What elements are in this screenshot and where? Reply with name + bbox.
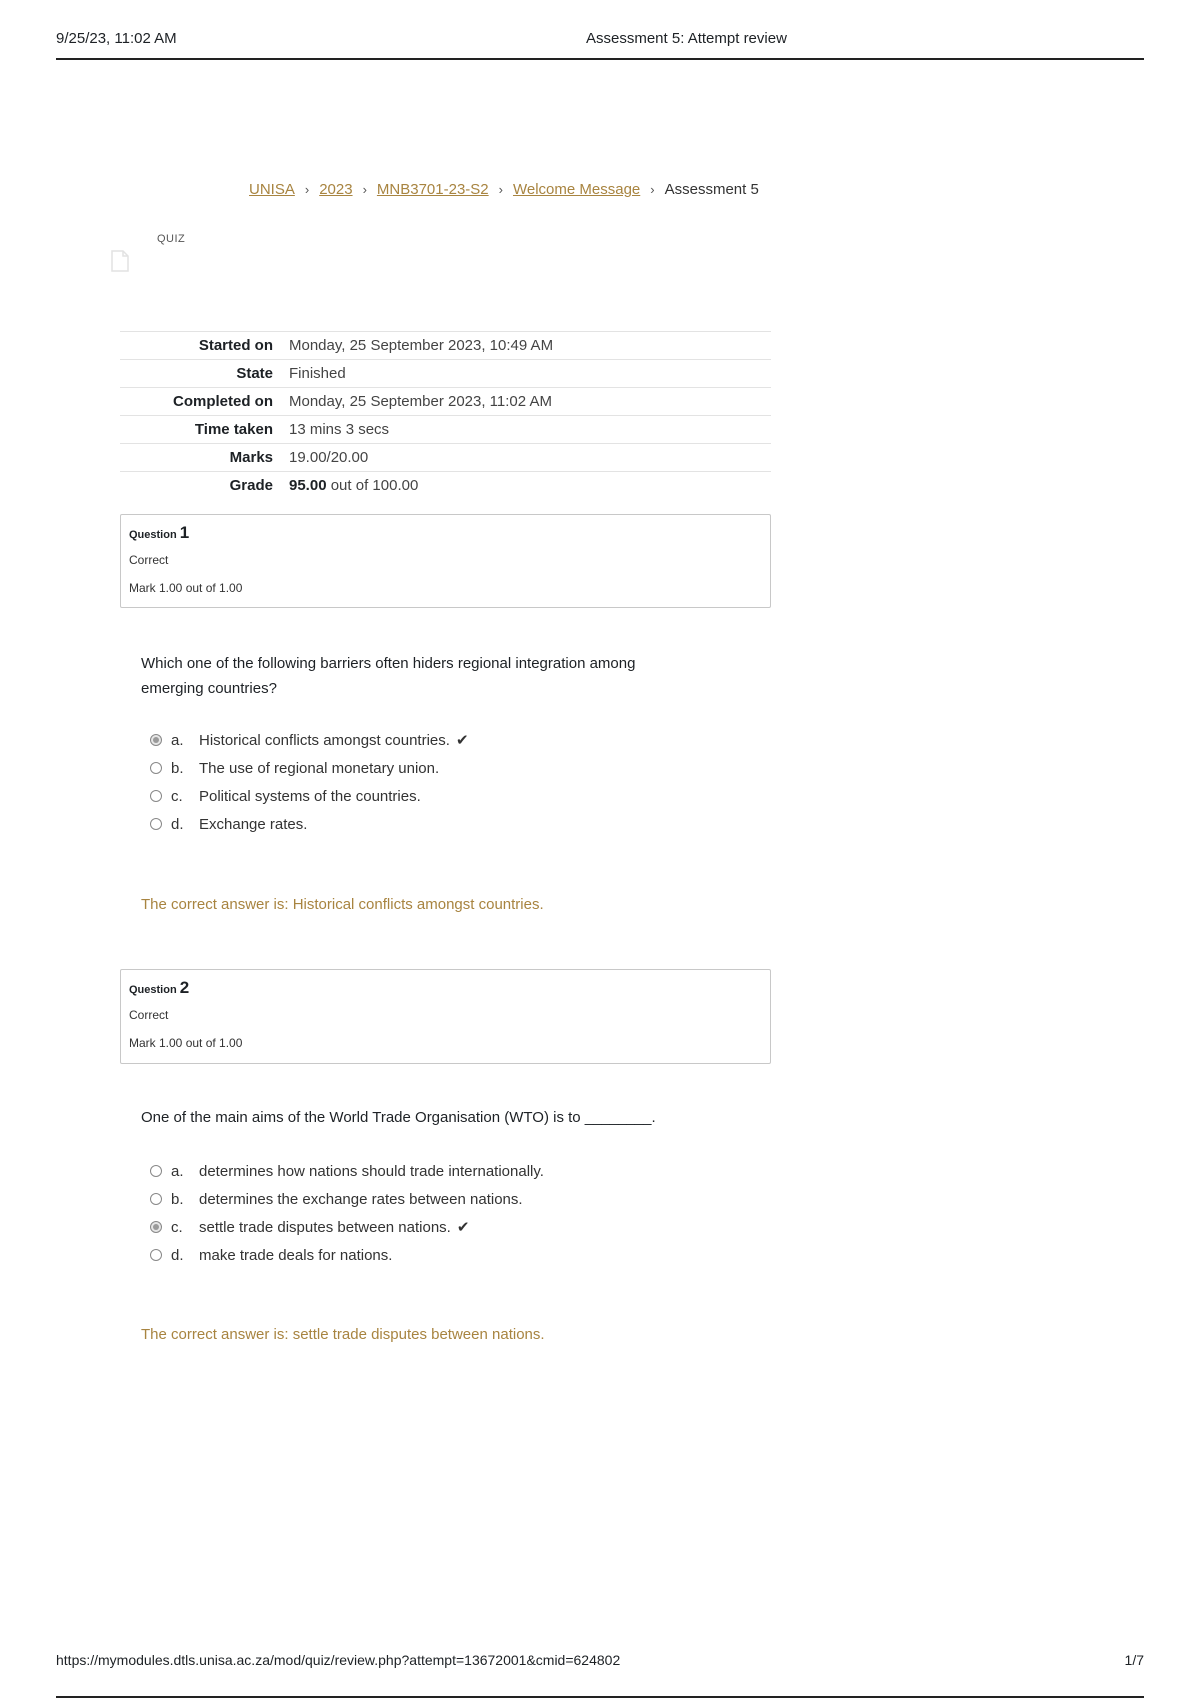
answer-text: determines how nations should trade internationally. bbox=[199, 1162, 544, 1180]
grade-out-of: out of 100.00 bbox=[326, 477, 419, 494]
answer-option bbox=[150, 1157, 544, 1185]
answer-radio[interactable] bbox=[150, 734, 162, 746]
module-type-label: QUIZ bbox=[157, 233, 186, 245]
summary-row-grade bbox=[120, 472, 771, 500]
answer-letter: a. bbox=[171, 731, 184, 749]
grade-score: 95.00 bbox=[289, 477, 327, 494]
question-info-box bbox=[120, 514, 771, 608]
question-number bbox=[129, 523, 189, 543]
summary-row-state bbox=[120, 360, 771, 388]
question-grade: Mark 1.00 out of 1.00 bbox=[129, 581, 243, 595]
answer-letter: c. bbox=[171, 1218, 183, 1236]
right-answer-feedback: The correct answer is: Historical conflicts amongst countries. bbox=[141, 896, 544, 913]
question-number-value: 2 bbox=[179, 978, 190, 997]
attempt-summary-table bbox=[120, 331, 771, 499]
summary-row-time bbox=[120, 416, 771, 444]
breadcrumb-current: Assessment 5 bbox=[664, 181, 759, 198]
grade-value bbox=[281, 472, 771, 500]
right-answer-feedback: The correct answer is: settle trade disputes between nations. bbox=[141, 1326, 545, 1343]
answer-option bbox=[150, 1213, 544, 1241]
answer-radio[interactable] bbox=[150, 762, 162, 774]
page-number: 1/7 bbox=[1124, 1652, 1144, 1668]
time-taken-value: 13 mins 3 secs bbox=[289, 421, 390, 438]
grade-label: Grade bbox=[229, 477, 273, 494]
state-value: Finished bbox=[289, 365, 346, 382]
answer-text: determines the exchange rates between nations. bbox=[199, 1190, 523, 1208]
answer-option bbox=[150, 1241, 544, 1269]
quiz-file-icon bbox=[110, 250, 130, 272]
completed-label: Completed on bbox=[173, 393, 273, 410]
question-state: Correct bbox=[129, 553, 169, 567]
answer-letter: b. bbox=[171, 759, 184, 777]
answer-text: Historical conflicts amongst countries. bbox=[199, 731, 450, 749]
answer-letter: a. bbox=[171, 1162, 184, 1180]
answer-radio[interactable] bbox=[150, 1193, 162, 1205]
question-text: Which one of the following barriers often hiders regional integration among emerging countries? bbox=[141, 655, 636, 697]
answer-radio[interactable] bbox=[150, 818, 162, 830]
answer-option bbox=[150, 726, 469, 754]
answer-option bbox=[150, 810, 469, 838]
breadcrumb-unisa[interactable]: UNISA bbox=[249, 181, 295, 198]
marks-value: 19.00/20.00 bbox=[289, 449, 369, 466]
answer-radio[interactable] bbox=[150, 1249, 162, 1261]
answer-option bbox=[150, 1185, 544, 1213]
breadcrumb-welcome-message[interactable]: Welcome Message bbox=[512, 181, 641, 198]
answer-radio[interactable] bbox=[150, 1221, 162, 1233]
chevron-right-icon: › bbox=[304, 182, 310, 197]
question-number bbox=[129, 978, 189, 998]
answer-option bbox=[150, 754, 469, 782]
answer-list bbox=[150, 726, 469, 838]
summary-row-started bbox=[120, 332, 771, 360]
started-label: Started on bbox=[198, 337, 273, 354]
answer-letter: d. bbox=[171, 1246, 184, 1264]
answer-text: Exchange rates. bbox=[199, 815, 308, 833]
check-icon: ✔ bbox=[455, 732, 469, 749]
summary-row-completed bbox=[120, 388, 771, 416]
answer-list bbox=[150, 1157, 544, 1269]
page-url: https://mymodules.dtls.unisa.ac.za/mod/quiz/review.php?attempt=13672001&cmid=624802 bbox=[56, 1652, 621, 1668]
answer-letter: b. bbox=[171, 1190, 184, 1208]
answer-text: settle trade disputes between nations. bbox=[199, 1218, 451, 1236]
print-header bbox=[56, 28, 1144, 60]
breadcrumb bbox=[249, 181, 759, 198]
breadcrumb-2023[interactable]: 2023 bbox=[319, 181, 353, 198]
state-label: State bbox=[236, 365, 273, 382]
marks-label: Marks bbox=[229, 449, 273, 466]
question-number-value: 1 bbox=[179, 523, 190, 542]
check-icon: ✔ bbox=[456, 1219, 470, 1236]
chevron-right-icon: › bbox=[498, 182, 503, 197]
question-grade: Mark 1.00 out of 1.00 bbox=[129, 1036, 243, 1050]
chevron-right-icon: › bbox=[650, 182, 655, 197]
completed-value: Monday, 25 September 2023, 11:02 AM bbox=[289, 393, 552, 410]
print-title: Assessment 5: Attempt review bbox=[586, 30, 787, 47]
question-state: Correct bbox=[129, 1008, 169, 1022]
question-info-box bbox=[120, 969, 771, 1064]
time-taken-label: Time taken bbox=[194, 421, 273, 438]
answer-text: The use of regional monetary union. bbox=[199, 759, 440, 777]
print-date: 9/25/23, 11:02 AM bbox=[56, 30, 177, 47]
chevron-right-icon: › bbox=[362, 182, 367, 197]
answer-radio[interactable] bbox=[150, 790, 162, 802]
summary-row-marks bbox=[120, 444, 771, 472]
question-label: Question bbox=[129, 529, 177, 541]
answer-option bbox=[150, 782, 469, 810]
answer-text: Political systems of the countries. bbox=[199, 787, 421, 805]
question-text: One of the main aims of the World Trade Organisation (WTO) is to ________. bbox=[141, 1109, 656, 1126]
answer-text: make trade deals for nations. bbox=[199, 1246, 393, 1264]
answer-letter: c. bbox=[171, 787, 183, 805]
started-value: Monday, 25 September 2023, 10:49 AM bbox=[289, 337, 554, 354]
answer-radio[interactable] bbox=[150, 1165, 162, 1177]
answer-letter: d. bbox=[171, 815, 184, 833]
print-footer bbox=[56, 1652, 1144, 1698]
breadcrumb-course[interactable]: MNB3701-23-S2 bbox=[376, 181, 489, 198]
question-label: Question bbox=[129, 984, 177, 996]
